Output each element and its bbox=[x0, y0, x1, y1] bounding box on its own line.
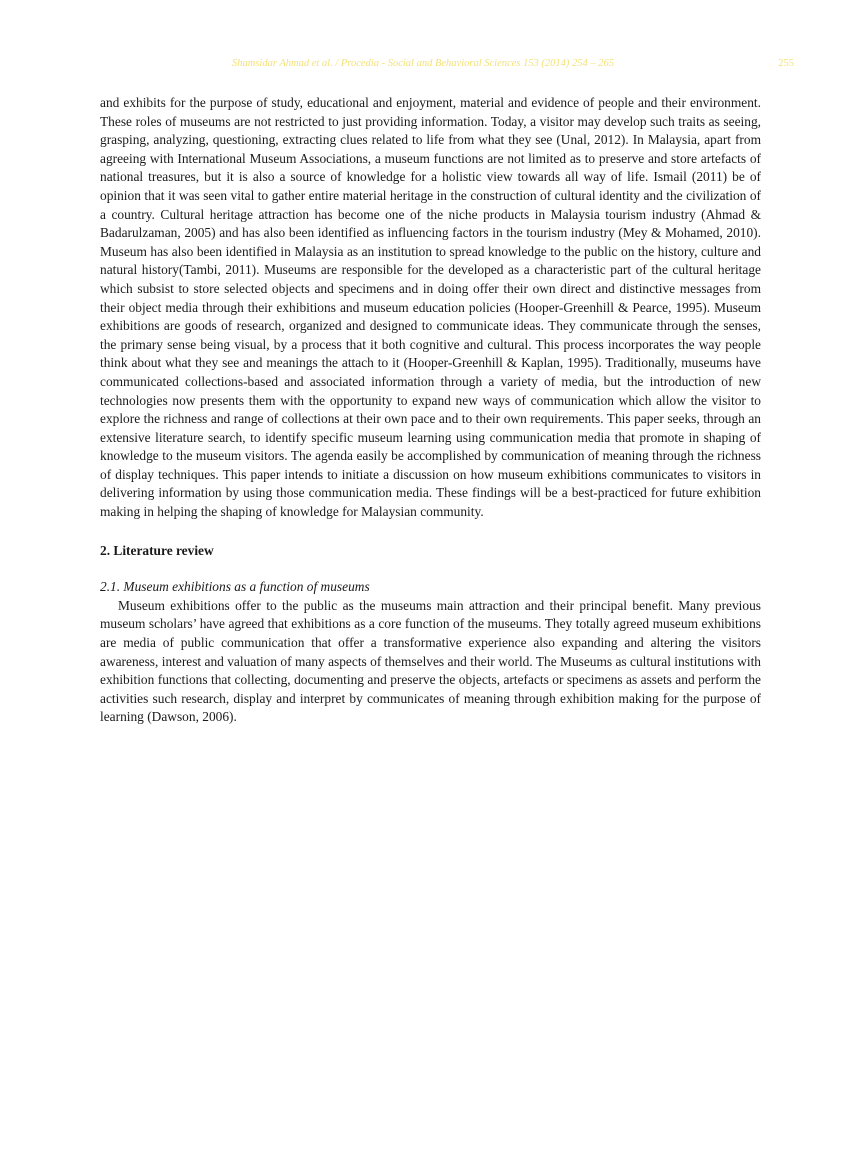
article-body bbox=[100, 94, 761, 727]
running-head bbox=[0, 58, 846, 74]
intro-paragraph: and exhibits for the purpose of study, educational and enjoyment, material and evidence of people and their environment. These roles of museums are not restricted to just providing information. Today, a visitor may develop such traits as seeing, grasping, analyzing, questioning, extracting clues related to life from what they see (Unal, 2012). In Malaysia, apart from agreeing with International Museum Associations, a museum functions are not limited as to preserve and store artefacts of national treasures, but it is also a source of knowledge for a holistic view towards all way of life. Ismail (2011) be of opinion that it was seen vital to gather entire material heritage in the construction of cultural identity and the civilization of a country. Cultural heritage attraction has become one of the niche products in Malaysia tourism industry (Ahmad & Badarulzaman, 2005) and has also been identified as influencing factors in the tourism industry (Mey & Mohamed, 2010). Museum has also been identified in Malaysia as an institution to spread knowledge to the public on the history, culture and natural history(Tambi, 2011). Museums are responsible for the developed as a characteristic part of the cultural heritage which subsist to store selected objects and specimens and in doing offer their own direct and distinctive messages from their object media through their exhibitions and museum education policies (Hooper-Greenhill & Pearce, 1995). Museum exhibitions are goods of research, organized and designed to communicate ideas. They communicate through the senses, the primary sense being visual, by a process that it both cognitive and cultural. This process incorporates the way people think about what they see and meanings the attach to it (Hooper-Greenhill & Kaplan, 1995). Traditionally, museums have communicated collections-based and associated information through a variety of media, but the introduction of new technologies now presents them with the opportunity to expand new ways of communication which allow the visitor to explore the richness and range of collections at their own pace and to their own requirements. This paper seeks, through an extensive literature search, to identify specific museum learning using communication media that promote in shaping of knowledge to the museum visitors. The agenda easily be accomplished by communication of meaning through the richness of display techniques. This paper intends to initiate a discussion on how museum exhibitions communicates to visitors in delivering information by using those communication media. These findings will be a best-practiced for future exhibition making in helping the shaping of knowledge for Malaysian community. bbox=[100, 95, 761, 520]
section-paragraph: Museum exhibitions offer to the public as the museums main attraction and their principal benefit. Many previous museum scholars’ have agreed that exhibitions as a core function of the museums. They totally agreed museum exhibitions are media of public communication that offer a transformative experience also expanding and altering the visitors awareness, interest and valuation of many aspects of themselves and their world. The Museums as cultural institutions with exhibition functions that collecting, documenting and preserve the objects, artefacts or specimens as assets and perform the activities such research, display and interpret by communicates of meaning through exhibition making for the purpose of learning (Dawson, 2006). bbox=[100, 597, 761, 725]
subsection-heading: 2.1. Museum exhibitions as a function of museums bbox=[100, 579, 370, 595]
page-number: 255 bbox=[778, 58, 794, 69]
journal-citation: Shamsidar Ahmad et al. / Procedia - Social and Behavioral Sciences 153 (2014) 254 – 265 bbox=[231, 58, 615, 69]
section-heading: 2. Literature review bbox=[100, 542, 214, 558]
